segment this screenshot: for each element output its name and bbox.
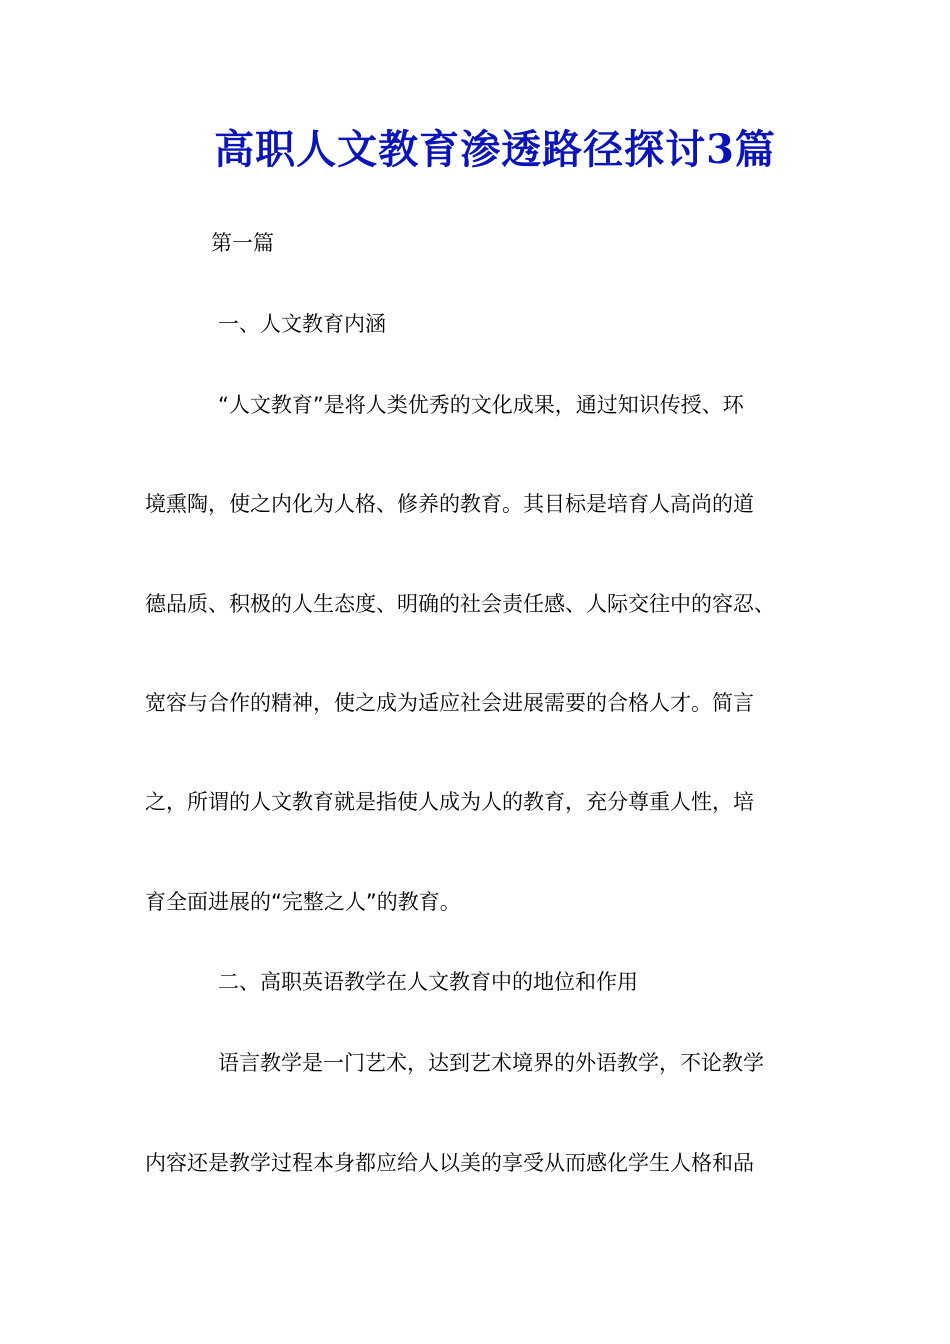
paragraph-1-line-4: 宽容与合作的精神，使之成为适应社会进展需要的合格人才。简言 (145, 691, 754, 715)
document-title: 高职人文教育渗透路径探讨3篇 (214, 126, 776, 173)
paragraph-1-line-2: 境熏陶，使之内化为人格、修养的教育。其目标是培育人高尚的道 (145, 492, 754, 516)
paragraph-1-line-5: 之，所谓的人文教育就是指使人成为人的教育，充分尊重人性，培 (145, 790, 754, 814)
paragraph-2-line-1: 语言教学是一门艺术，达到艺术境界的外语教学，不论教学 (218, 1051, 764, 1075)
section-heading-2: 二、高职英语教学在人文教育中的地位和作用 (218, 970, 638, 994)
section-label: 第一篇 (211, 231, 274, 255)
paragraph-2-line-2: 内容还是教学过程本身都应给人以美的享受从而感化学生人格和品 (145, 1151, 754, 1175)
paragraph-1-line-3: 德品质、积极的人生态度、明确的社会责任感、人际交往中的容忍、 (145, 592, 775, 616)
paragraph-1-line-6: 育全面进展的“完整之人”的教育。 (145, 890, 461, 914)
section-heading-1: 一、人文教育内涵 (218, 312, 386, 336)
paragraph-1-line-1: “人文教育”是将人类优秀的文化成果，通过知识传授、环 (218, 393, 744, 417)
